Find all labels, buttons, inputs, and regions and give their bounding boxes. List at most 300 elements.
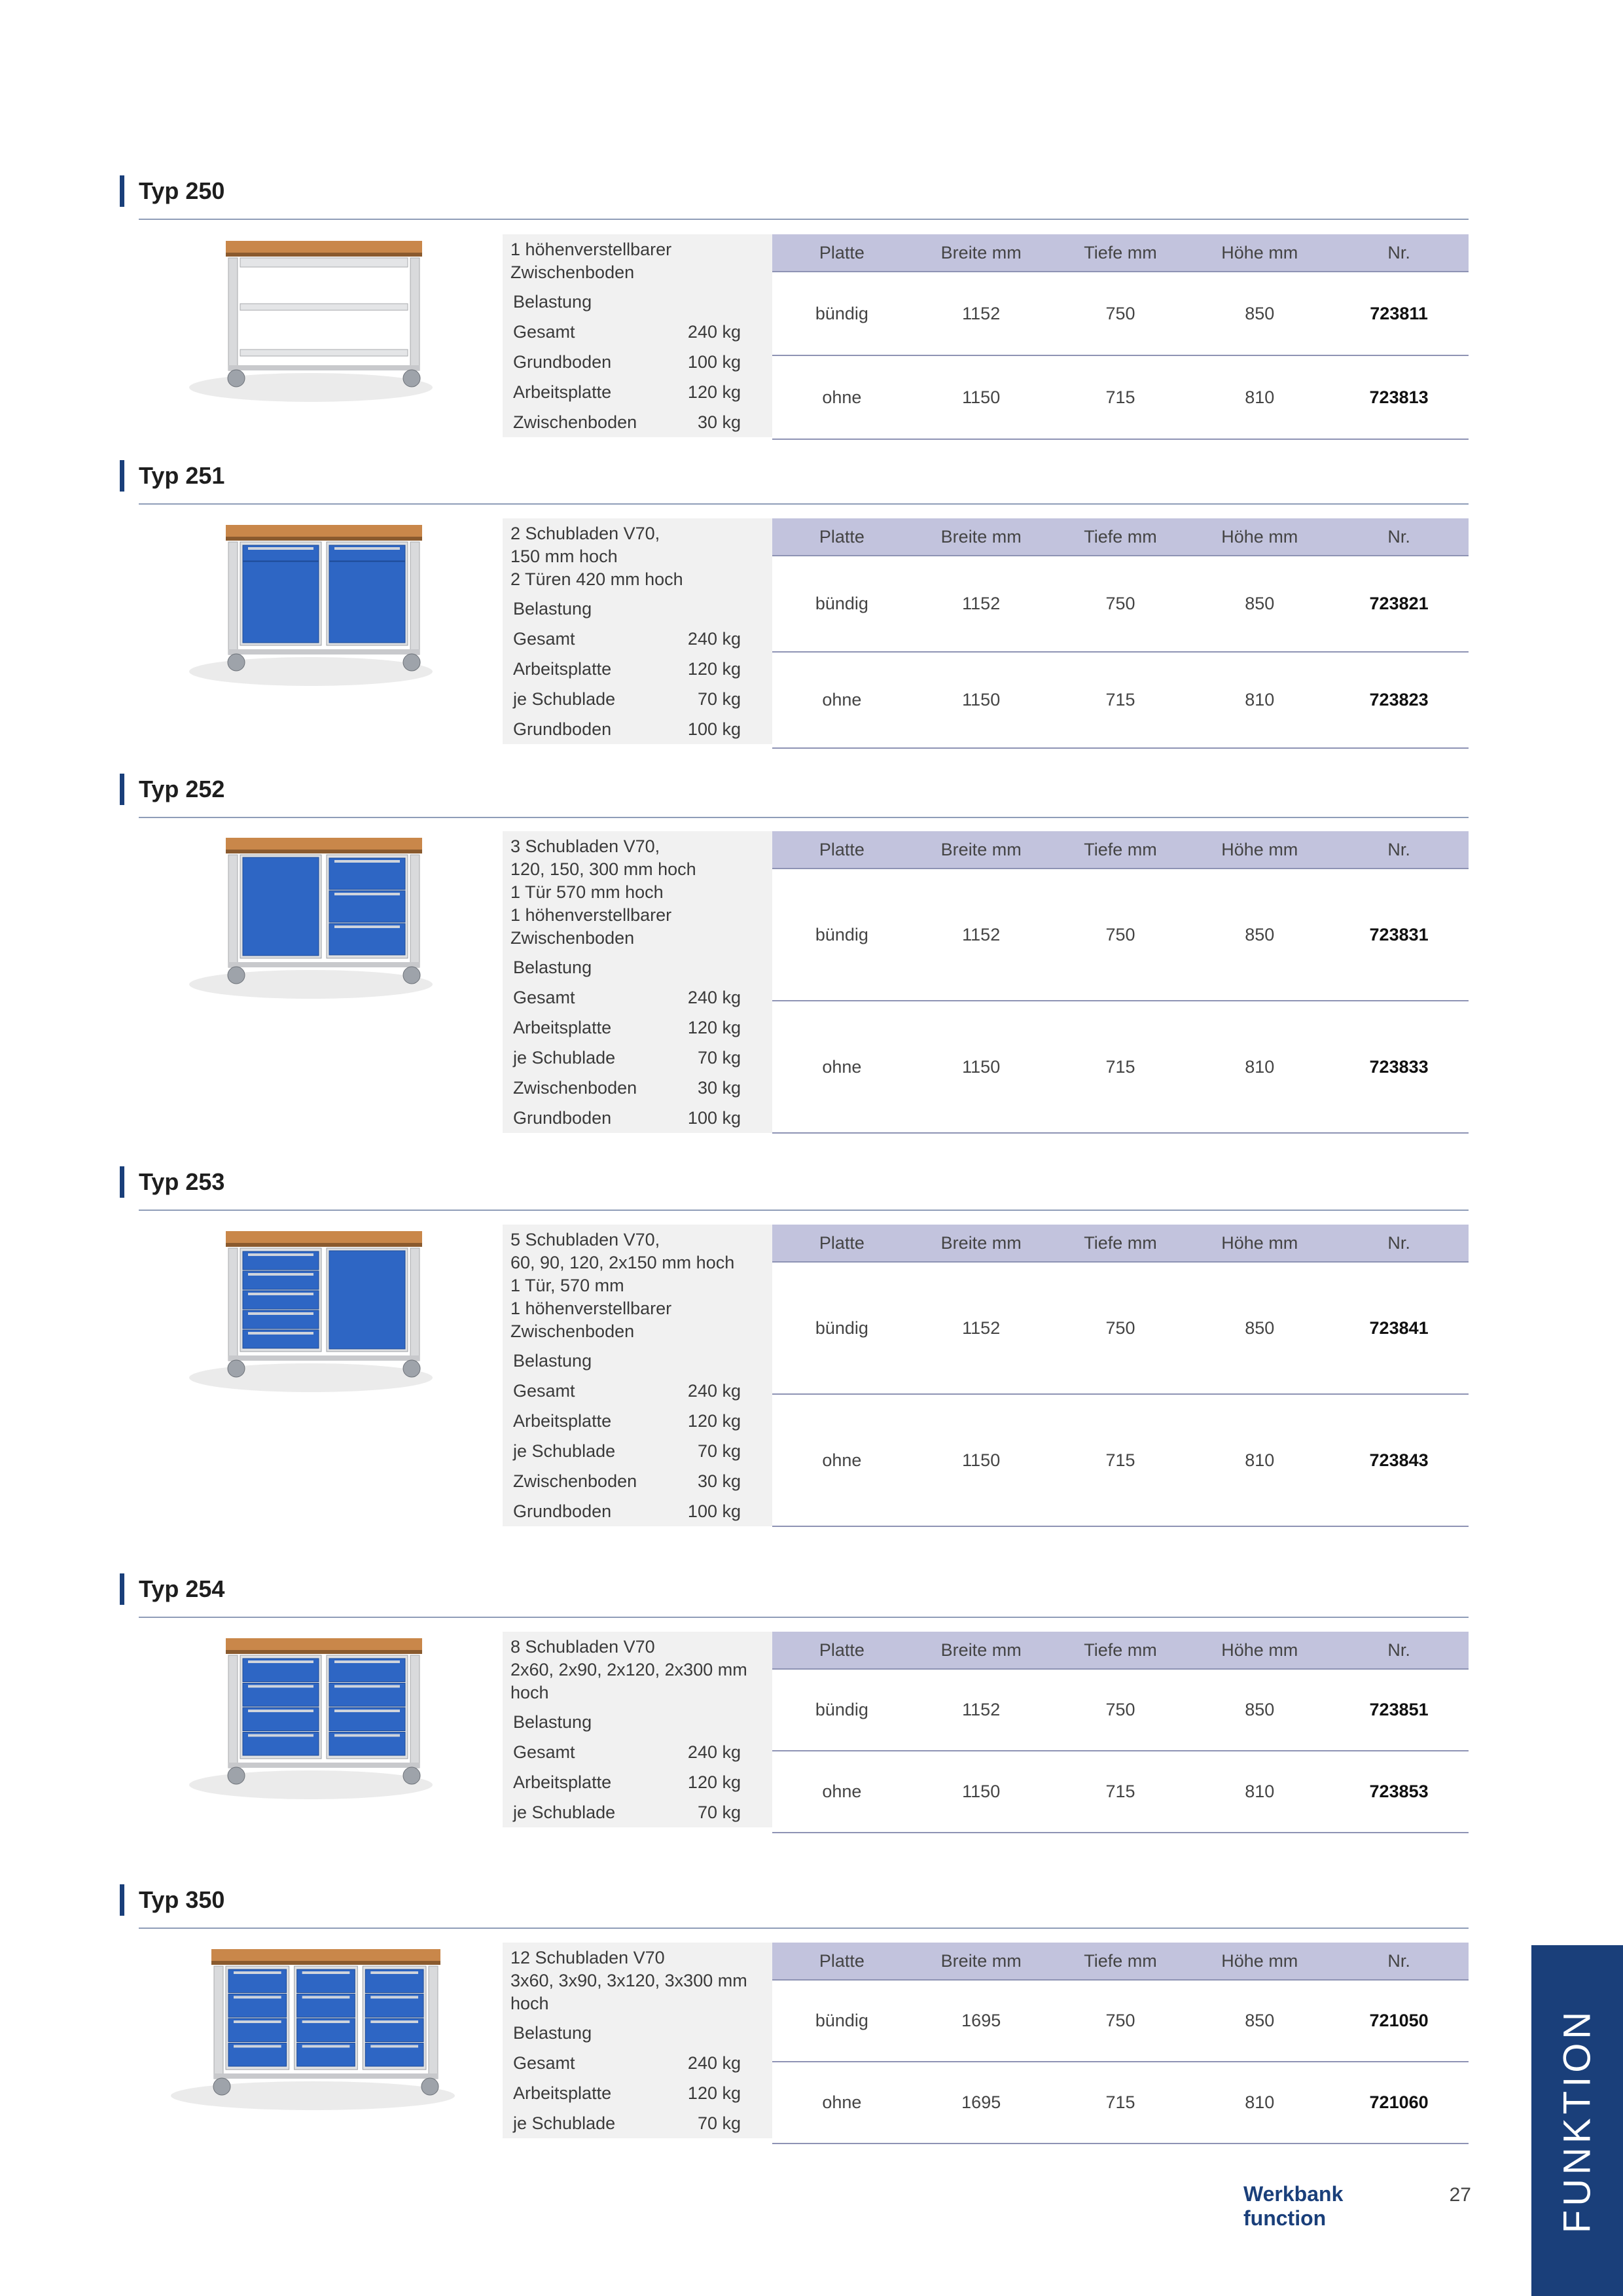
table-row bbox=[772, 653, 1469, 749]
column-header: Platte bbox=[819, 839, 865, 859]
table-cell: ohne bbox=[822, 1450, 862, 1470]
article-number: 723853 bbox=[1369, 1782, 1429, 1801]
load-label: je Schublade bbox=[513, 1441, 616, 1461]
load-row bbox=[503, 624, 772, 654]
load-label: je Schublade bbox=[513, 689, 616, 709]
load-value: 70 kg bbox=[697, 1047, 741, 1067]
frame-bottom bbox=[214, 2073, 438, 2079]
table-cell: ohne bbox=[822, 387, 862, 407]
caster-right bbox=[403, 654, 420, 671]
table-row bbox=[772, 2062, 1469, 2144]
drawer-handle bbox=[248, 1273, 313, 1276]
drawer-handle bbox=[302, 1996, 350, 1999]
load-row bbox=[503, 1103, 772, 1133]
load-row bbox=[503, 714, 772, 744]
load-label: Gesamt bbox=[513, 2053, 575, 2073]
load-row bbox=[503, 1767, 772, 1797]
description-line: 2 Schubladen V70, bbox=[510, 524, 660, 543]
cabinet-door bbox=[329, 1251, 405, 1349]
frame-left bbox=[228, 542, 238, 655]
caster-right bbox=[403, 370, 420, 387]
column-header: Tiefe mm bbox=[1084, 526, 1157, 547]
load-value: 100 kg bbox=[687, 351, 741, 372]
description-line: 120, 150, 300 mm hoch bbox=[510, 859, 696, 879]
article-number: 723811 bbox=[1370, 303, 1428, 323]
table-cell: 715 bbox=[1105, 387, 1135, 407]
heading-accent-bar bbox=[120, 1884, 124, 1916]
load-label: Gesamt bbox=[513, 1380, 575, 1401]
column-header: Höhe mm bbox=[1221, 1232, 1298, 1253]
column-header: Höhe mm bbox=[1221, 242, 1298, 262]
description-line: 3 Schubladen V70, bbox=[510, 836, 660, 856]
column-header: Tiefe mm bbox=[1084, 1232, 1157, 1253]
description-line: 1 höhenverstellbarer bbox=[510, 240, 672, 259]
article-number: 723823 bbox=[1369, 690, 1429, 709]
load-label: je Schublade bbox=[513, 1802, 616, 1822]
spec-panel bbox=[503, 1632, 772, 1827]
drawer-handle bbox=[370, 2045, 418, 2048]
bench-shadow bbox=[189, 373, 433, 402]
column-header: Platte bbox=[819, 242, 865, 262]
section-rule bbox=[139, 1617, 1469, 1618]
table-cell: 850 bbox=[1245, 303, 1275, 323]
load-row bbox=[503, 654, 772, 684]
description-line: 1 Tür, 570 mm bbox=[510, 1276, 624, 1295]
worktop-edge bbox=[226, 253, 422, 257]
column-header: Nr. bbox=[1387, 1640, 1410, 1660]
article-number: 723813 bbox=[1369, 387, 1429, 407]
table-cell: 1152 bbox=[962, 924, 1001, 944]
table-cell: 810 bbox=[1245, 387, 1275, 407]
worktop-edge bbox=[226, 850, 422, 853]
description-line: Zwischenboden bbox=[510, 1321, 635, 1341]
table-cell: ohne bbox=[822, 1056, 862, 1077]
table-cell: ohne bbox=[822, 2092, 862, 2112]
table-cell: 715 bbox=[1105, 2092, 1135, 2112]
drawer-handle bbox=[248, 547, 313, 550]
drawer-handle bbox=[234, 2045, 281, 2048]
drawer-handle bbox=[334, 1685, 400, 1688]
load-row bbox=[503, 1073, 772, 1103]
section-title: Typ 350 bbox=[139, 1886, 225, 1913]
description-line: hoch bbox=[510, 1683, 549, 1702]
caster-left bbox=[228, 1360, 245, 1377]
caster-right bbox=[403, 1767, 420, 1784]
frame-left bbox=[214, 1966, 223, 2079]
load-value: 120 kg bbox=[687, 382, 741, 402]
drawer-handle bbox=[248, 1253, 313, 1256]
load-row bbox=[503, 982, 772, 1013]
load-row bbox=[503, 2048, 772, 2078]
article-number: 721060 bbox=[1369, 2092, 1429, 2112]
load-value: 100 kg bbox=[687, 1107, 741, 1128]
caster-left bbox=[228, 654, 245, 671]
table-cell: 1150 bbox=[962, 690, 1001, 709]
variant-table bbox=[772, 1632, 1469, 1833]
section-heading bbox=[120, 1573, 224, 1605]
column-header: Platte bbox=[819, 1232, 865, 1253]
section-rule bbox=[139, 503, 1469, 505]
drawer-handle bbox=[334, 860, 400, 863]
spec-panel bbox=[503, 1943, 772, 2138]
table-row bbox=[772, 272, 1469, 356]
table-cell: ohne bbox=[822, 690, 862, 709]
table-cell: 850 bbox=[1245, 1318, 1275, 1338]
load-label: Gesamt bbox=[513, 1742, 575, 1762]
load-label: Gesamt bbox=[513, 321, 575, 342]
load-value: 240 kg bbox=[687, 321, 741, 342]
load-label: Zwischenboden bbox=[513, 1471, 637, 1491]
load-value: 30 kg bbox=[697, 1077, 741, 1098]
drawer-handle bbox=[302, 1971, 350, 1974]
spec-description bbox=[503, 1632, 772, 1707]
product-image bbox=[141, 226, 455, 406]
product-section bbox=[0, 1884, 1623, 2143]
product-section bbox=[0, 175, 1623, 439]
load-value: 120 kg bbox=[687, 658, 741, 679]
column-header: Breite mm bbox=[940, 1950, 1022, 1971]
caster-left bbox=[228, 1767, 245, 1784]
table-cell: 750 bbox=[1105, 924, 1135, 944]
variant-table bbox=[772, 831, 1469, 1134]
load-row bbox=[503, 1496, 772, 1526]
side-tab-label: FUNKTION bbox=[1556, 2007, 1599, 2234]
table-cell: 810 bbox=[1245, 1782, 1275, 1801]
article-number: 721050 bbox=[1369, 2011, 1429, 2030]
load-value: 240 kg bbox=[687, 1380, 741, 1401]
bench-shadow bbox=[189, 1770, 433, 1799]
table-row bbox=[772, 356, 1469, 440]
article-number: 723843 bbox=[1369, 1450, 1429, 1470]
load-row bbox=[503, 1013, 772, 1043]
section-title: Typ 253 bbox=[139, 1168, 225, 1195]
drawer-handle bbox=[234, 1996, 281, 1999]
load-value: 240 kg bbox=[687, 628, 741, 649]
frame-right bbox=[429, 1966, 438, 2079]
product-image bbox=[141, 511, 455, 691]
description-line: 1 höhenverstellbarer bbox=[510, 1299, 672, 1318]
section-rule bbox=[139, 1928, 1469, 1929]
frame-right bbox=[410, 542, 419, 655]
description-line: 3x60, 3x90, 3x120, 3x300 mm bbox=[510, 1971, 747, 1990]
column-header: Platte bbox=[819, 1950, 865, 1971]
table-cell: ohne bbox=[822, 1782, 862, 1801]
load-row bbox=[503, 317, 772, 347]
table-cell: 1152 bbox=[962, 1318, 1001, 1338]
load-value: 70 kg bbox=[697, 1802, 741, 1822]
section-rule bbox=[139, 219, 1469, 220]
caster-left bbox=[228, 370, 245, 387]
load-value: 240 kg bbox=[687, 1742, 741, 1762]
workbench-illustration bbox=[141, 1935, 455, 2111]
footer-title: Werkbank function bbox=[1243, 2182, 1344, 2230]
frame-bottom bbox=[228, 962, 419, 967]
table-cell: 810 bbox=[1245, 1450, 1275, 1470]
drawer bbox=[329, 858, 405, 889]
caster-left bbox=[228, 967, 245, 984]
bench-shadow bbox=[189, 657, 433, 686]
table-row bbox=[772, 1263, 1469, 1395]
table-cell: 850 bbox=[1245, 594, 1275, 613]
load-label: Arbeitsplatte bbox=[513, 382, 612, 402]
workbench-illustration bbox=[141, 823, 455, 1000]
load-row bbox=[503, 1043, 772, 1073]
load-row bbox=[503, 1406, 772, 1436]
drawer bbox=[329, 924, 405, 955]
drawer-handle bbox=[334, 1710, 400, 1712]
load-heading: Belastung bbox=[513, 291, 592, 312]
column-header: Nr. bbox=[1387, 1950, 1410, 1971]
load-label: je Schublade bbox=[513, 1047, 616, 1067]
table-row bbox=[772, 1001, 1469, 1134]
caster-right bbox=[421, 2078, 438, 2095]
product-image bbox=[141, 1624, 455, 1804]
load-label: Arbeitsplatte bbox=[513, 1410, 612, 1431]
column-header: Platte bbox=[819, 1640, 865, 1660]
drawer-handle bbox=[370, 1971, 418, 1974]
bench-shadow bbox=[189, 1363, 433, 1392]
description-line: 150 mm hoch bbox=[510, 547, 618, 566]
column-header: Höhe mm bbox=[1221, 1640, 1298, 1660]
drawer-handle bbox=[248, 1312, 313, 1315]
variant-table bbox=[772, 1225, 1469, 1527]
table-row bbox=[772, 1751, 1469, 1833]
load-heading: Belastung bbox=[513, 598, 592, 619]
table-cell: 1152 bbox=[962, 303, 1001, 323]
table-cell: 1152 bbox=[962, 1700, 1001, 1719]
article-number: 723833 bbox=[1369, 1056, 1429, 1077]
worktop-edge bbox=[226, 1243, 422, 1247]
drawer-handle bbox=[334, 1660, 400, 1663]
drawer-handle bbox=[234, 2020, 281, 2023]
load-value: 30 kg bbox=[697, 1471, 741, 1491]
column-header: Breite mm bbox=[940, 1232, 1022, 1253]
article-number: 723851 bbox=[1369, 1700, 1429, 1719]
table-cell: bündig bbox=[815, 594, 868, 613]
section-heading bbox=[120, 175, 224, 207]
load-heading: Belastung bbox=[513, 1712, 592, 1732]
table-cell: 1695 bbox=[961, 2092, 1001, 2112]
table-cell: 810 bbox=[1245, 690, 1275, 709]
load-label: Zwischenboden bbox=[513, 1077, 637, 1098]
column-header: Höhe mm bbox=[1221, 526, 1298, 547]
table-cell: 750 bbox=[1105, 1700, 1135, 1719]
table-cell: 1150 bbox=[962, 1450, 1001, 1470]
frame-bottom bbox=[228, 649, 419, 655]
heading-accent-bar bbox=[120, 1573, 124, 1605]
column-header: Höhe mm bbox=[1221, 1950, 1298, 1971]
variant-table bbox=[772, 234, 1469, 440]
table-cell: 750 bbox=[1105, 1318, 1135, 1338]
load-row bbox=[503, 1466, 772, 1496]
cabinet-door bbox=[329, 562, 405, 643]
column-header: Nr. bbox=[1387, 526, 1410, 547]
caster-right bbox=[403, 1360, 420, 1377]
workbench-illustration bbox=[141, 1624, 455, 1801]
table-cell: 750 bbox=[1105, 2011, 1135, 2030]
worktop-edge bbox=[211, 1961, 440, 1965]
section-rule bbox=[139, 817, 1469, 818]
table-header bbox=[772, 1225, 1469, 1263]
drawer-handle bbox=[302, 2045, 350, 2048]
column-header: Tiefe mm bbox=[1084, 1950, 1157, 1971]
table-row bbox=[772, 1395, 1469, 1527]
product-image bbox=[141, 1935, 455, 2115]
load-row bbox=[503, 407, 772, 437]
column-header: Breite mm bbox=[940, 526, 1022, 547]
table-header bbox=[772, 1943, 1469, 1981]
cabinet-door bbox=[243, 857, 319, 956]
column-header: Nr. bbox=[1387, 242, 1410, 262]
table-header bbox=[772, 1632, 1469, 1670]
load-value: 100 kg bbox=[687, 1501, 741, 1521]
load-row bbox=[503, 377, 772, 407]
caster-left bbox=[213, 2078, 230, 2095]
frame-right bbox=[410, 855, 419, 967]
load-value: 240 kg bbox=[687, 987, 741, 1007]
section-title: Typ 250 bbox=[139, 177, 225, 204]
variant-table bbox=[772, 518, 1469, 749]
drawer-handle bbox=[248, 1293, 313, 1295]
load-value: 120 kg bbox=[687, 1410, 741, 1431]
product-section bbox=[0, 774, 1623, 1132]
drawer-handle bbox=[370, 2020, 418, 2023]
table-cell: 715 bbox=[1105, 1056, 1135, 1077]
shelf-1 bbox=[240, 304, 408, 310]
load-value: 100 kg bbox=[687, 719, 741, 739]
load-row bbox=[503, 2108, 772, 2138]
load-value: 120 kg bbox=[687, 1017, 741, 1037]
caster-right bbox=[403, 967, 420, 984]
load-value: 120 kg bbox=[687, 1772, 741, 1792]
section-heading bbox=[120, 1884, 224, 1916]
table-cell: 750 bbox=[1105, 303, 1135, 323]
frame-right bbox=[410, 1248, 419, 1361]
load-label: Arbeitsplatte bbox=[513, 2083, 612, 2103]
variant-table bbox=[772, 1943, 1469, 2144]
table-cell: bündig bbox=[815, 1700, 868, 1719]
load-value: 70 kg bbox=[697, 1441, 741, 1461]
section-title: Typ 251 bbox=[139, 462, 225, 489]
column-header: Platte bbox=[819, 526, 865, 547]
load-label: Arbeitsplatte bbox=[513, 1017, 612, 1037]
table-cell: 1152 bbox=[962, 594, 1001, 613]
table-cell: bündig bbox=[815, 2011, 868, 2030]
workbench-illustration bbox=[141, 1217, 455, 1393]
article-number: 723821 bbox=[1369, 594, 1429, 613]
drawer-handle bbox=[234, 1971, 281, 1974]
page-footer bbox=[1243, 2182, 1471, 2231]
description-line: Zwischenboden bbox=[510, 262, 635, 282]
table-cell: bündig bbox=[815, 924, 868, 944]
spec-panel bbox=[503, 831, 772, 1133]
table-cell: bündig bbox=[815, 303, 868, 323]
column-header: Tiefe mm bbox=[1084, 242, 1157, 262]
column-header: Breite mm bbox=[940, 1640, 1022, 1660]
drawer-handle bbox=[370, 1996, 418, 1999]
article-number: 723841 bbox=[1369, 1318, 1429, 1338]
heading-accent-bar bbox=[120, 460, 124, 492]
load-value: 240 kg bbox=[687, 2053, 741, 2073]
heading-accent-bar bbox=[120, 774, 124, 805]
table-cell: 1150 bbox=[962, 1782, 1001, 1801]
drawer-handle bbox=[334, 925, 400, 928]
load-heading: Belastung bbox=[513, 2022, 592, 2043]
load-label: Grundboden bbox=[513, 1107, 612, 1128]
table-row bbox=[772, 869, 1469, 1001]
drawer-handle bbox=[248, 1710, 313, 1712]
table-cell: 1150 bbox=[962, 1056, 1001, 1077]
column-header: Nr. bbox=[1387, 839, 1410, 859]
description-line: Zwischenboden bbox=[510, 928, 635, 948]
drawer-handle bbox=[248, 1734, 313, 1737]
section-rule bbox=[139, 1210, 1469, 1211]
frame-bottom bbox=[228, 1355, 419, 1361]
column-header: Nr. bbox=[1387, 1232, 1410, 1253]
product-image bbox=[141, 823, 455, 1003]
spec-description bbox=[503, 1943, 772, 2018]
table-cell: 850 bbox=[1245, 1700, 1275, 1719]
load-label: Grundboden bbox=[513, 351, 612, 372]
drawer-handle bbox=[334, 547, 400, 550]
section-heading bbox=[120, 774, 224, 805]
column-header: Höhe mm bbox=[1221, 839, 1298, 859]
load-label: je Schublade bbox=[513, 2113, 616, 2133]
drawer-handle bbox=[248, 1660, 313, 1663]
frame-left bbox=[228, 258, 238, 370]
load-value: 30 kg bbox=[697, 412, 741, 432]
description-line: 12 Schubladen V70 bbox=[510, 1948, 665, 1967]
table-cell: 1150 bbox=[962, 387, 1001, 407]
load-row bbox=[503, 1376, 772, 1406]
table-cell: bündig bbox=[815, 1318, 868, 1338]
section-title: Typ 254 bbox=[139, 1575, 225, 1602]
load-value: 70 kg bbox=[697, 2113, 741, 2133]
bench-shadow bbox=[189, 970, 433, 999]
load-value: 70 kg bbox=[697, 689, 741, 709]
load-label: Zwischenboden bbox=[513, 412, 637, 432]
worktop-edge bbox=[226, 537, 422, 541]
heading-accent-bar bbox=[120, 1166, 124, 1198]
load-heading: Belastung bbox=[513, 1350, 592, 1371]
load-label: Gesamt bbox=[513, 987, 575, 1007]
table-cell: 1695 bbox=[961, 2011, 1001, 2030]
table-cell: 715 bbox=[1105, 690, 1135, 709]
spec-description bbox=[503, 234, 772, 287]
column-header: Breite mm bbox=[940, 839, 1022, 859]
product-section bbox=[0, 460, 1623, 747]
spec-panel bbox=[503, 518, 772, 744]
section-title: Typ 252 bbox=[139, 776, 225, 802]
spec-description bbox=[503, 831, 772, 952]
shelf-2 bbox=[240, 350, 408, 356]
description-line: 8 Schubladen V70 bbox=[510, 1637, 655, 1657]
table-cell: 750 bbox=[1105, 594, 1135, 613]
load-row bbox=[503, 2078, 772, 2108]
table-row bbox=[772, 1981, 1469, 2062]
load-heading: Belastung bbox=[513, 957, 592, 977]
load-row bbox=[503, 1797, 772, 1827]
description-line: 2x60, 2x90, 2x120, 2x300 mm bbox=[510, 1660, 747, 1679]
article-number: 723831 bbox=[1369, 924, 1429, 944]
table-row bbox=[772, 1670, 1469, 1751]
drawer-handle bbox=[248, 1332, 313, 1335]
heading-accent-bar bbox=[120, 175, 124, 207]
frame-left bbox=[228, 855, 238, 967]
workbench-illustration bbox=[141, 226, 455, 403]
frame-right bbox=[410, 258, 419, 370]
frame-left bbox=[228, 1655, 238, 1768]
